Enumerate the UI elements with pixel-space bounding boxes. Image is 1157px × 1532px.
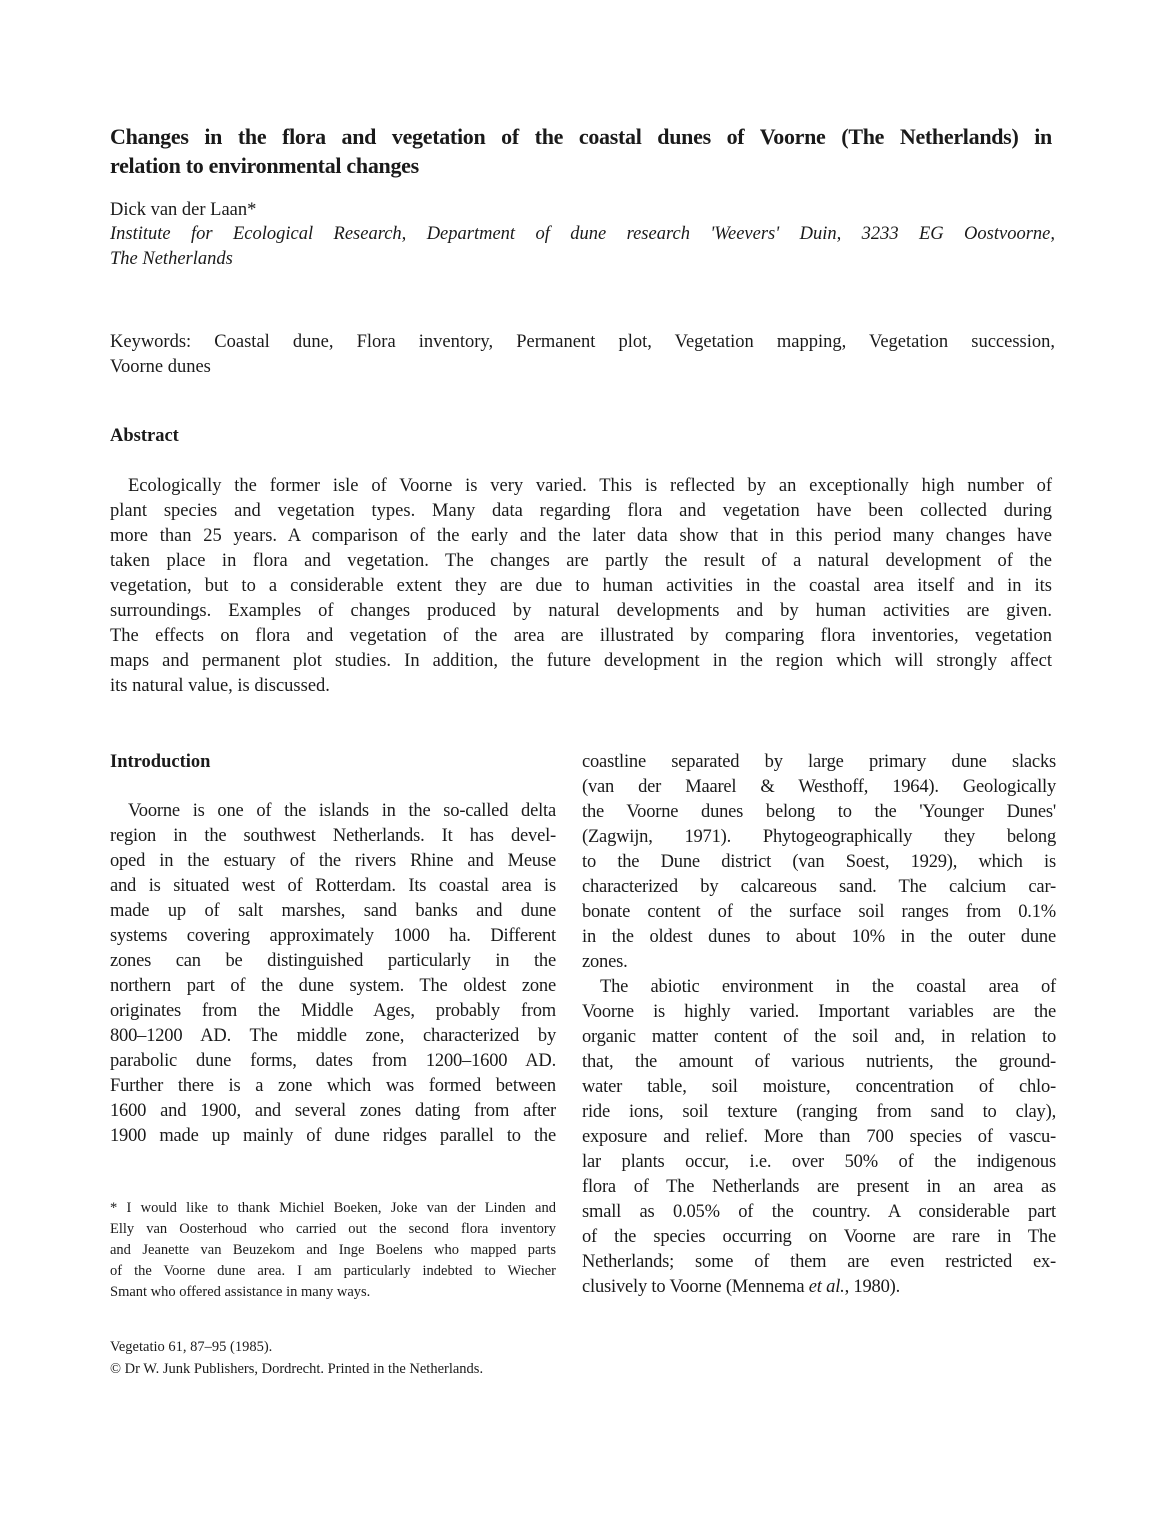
footnote-line: of the Voorne dune area. I am particularly indebted to Wiecher xyxy=(110,1263,556,1279)
intro-line: organic matter content of the soil and, in relation to xyxy=(582,1027,1056,1047)
intro-line: zones. xyxy=(582,952,628,972)
keywords-line: Voorne dunes xyxy=(110,357,211,377)
affiliation-line: Institute for Ecological Research, Department of dune research 'Weevers' Duin, 3233 EG Oostvoorne, xyxy=(110,224,1055,244)
intro-paragraph-2 xyxy=(582,975,1056,1275)
publication-footer xyxy=(110,1336,483,1380)
footnote-line: Elly van Oosterhoud who carried out the second flora inventory xyxy=(110,1221,556,1237)
intro-line: northern part of the dune system. The oldest zone xyxy=(110,976,556,996)
intro-line: zones can be distinguished particularly in the xyxy=(110,951,556,971)
intro-line: characterized by calcareous sand. The calcium car- xyxy=(582,877,1056,897)
footnote-line: Smant who offered assistance in many ways. xyxy=(110,1284,371,1300)
keywords-line: Keywords: Coastal dune, Flora inventory, Permanent plot, Vegetation mapping, Vegetation succession, xyxy=(110,332,1055,352)
abstract-heading: Abstract xyxy=(110,426,179,446)
abstract-line: taken place in flora and vegetation. The changes are partly the result of a natural development of the xyxy=(110,551,1052,571)
intro-line: parabolic dune forms, dates from 1200–1600 AD. xyxy=(110,1051,556,1071)
intro-line: 1600 and 1900, and several zones dating from after xyxy=(110,1101,556,1121)
intro-line: in the oldest dunes to about 10% in the outer dune xyxy=(582,927,1056,947)
intro-line: bonate content of the surface soil ranges from 0.1% xyxy=(582,902,1056,922)
author-affiliation xyxy=(110,222,1055,272)
intro-line: Netherlands; some of them are even restricted ex- xyxy=(582,1252,1056,1272)
title-line: relation to environmental changes xyxy=(110,153,419,178)
intro-line: made up of salt marshes, sand banks and dune xyxy=(110,901,556,921)
intro-line: Voorne is highly varied. Important variables are the xyxy=(582,1002,1056,1022)
abstract-line: plant species and vegetation types. Many data regarding flora and vegetation have been collected during xyxy=(110,501,1052,521)
intro-line: flora of The Netherlands are present in an area as xyxy=(582,1177,1056,1197)
intro-line: 800–1200 AD. The middle zone, characterized by xyxy=(110,1026,556,1046)
abstract-line: The effects on flora and vegetation of the area are illustrated by comparing flora inventories, vegetation xyxy=(110,626,1052,646)
intro-line: that, the amount of various nutrients, the ground- xyxy=(582,1052,1056,1072)
intro-line: ride ions, soil texture (ranging from sand to clay), xyxy=(582,1102,1056,1122)
introduction-left-column xyxy=(110,799,556,1149)
acknowledgement-footnote xyxy=(110,1198,556,1303)
intro-line: water table, soil moisture, concentration of chlo- xyxy=(582,1077,1056,1097)
paper-title xyxy=(110,122,1052,180)
intro-text: , 1980). xyxy=(844,1277,901,1297)
intro-line: (Zagwijn, 1971). Phytogeographically they belong xyxy=(582,827,1056,847)
intro-paragraph-1 xyxy=(582,750,1056,975)
footnote-line: * I would like to thank Michiel Boeken, Joke van der Linden and xyxy=(110,1200,556,1216)
footnote-line: and Jeanette van Beuzekom and Inge Boelens who mapped parts xyxy=(110,1242,556,1258)
intro-text: clusively to Voorne (Mennema xyxy=(582,1277,809,1297)
abstract-line: more than 25 years. A comparison of the early and the later data show that in this period many changes have xyxy=(110,526,1052,546)
copyright-notice: © Dr W. Junk Publishers, Dordrecht. Printed in the Netherlands. xyxy=(110,1361,484,1377)
abstract-line: maps and permanent plot studies. In addition, the future development in the region which will strongly affect xyxy=(110,651,1052,671)
title-line: Changes in the flora and vegetation of the coastal dunes of Voorne (The Netherlands) in xyxy=(110,124,1052,149)
intro-line: 1900 made up mainly of dune ridges parallel to the xyxy=(110,1126,556,1146)
intro-line xyxy=(582,1275,1056,1300)
intro-line: region in the southwest Netherlands. It has devel- xyxy=(110,826,556,846)
abstract-line: Ecologically the former isle of Voorne is very varied. This is reflected by an exceptionally high number of xyxy=(128,476,1052,496)
affiliation-line: The Netherlands xyxy=(110,249,233,269)
keywords xyxy=(110,330,1055,380)
introduction-right-column xyxy=(582,750,1056,1300)
author-name: Dick van der Laan* xyxy=(110,200,257,220)
intro-line: (van der Maarel & Westhoff, 1964). Geologically xyxy=(582,777,1056,797)
intro-line: The abiotic environment in the coastal area of xyxy=(600,977,1056,997)
abstract-line: its natural value, is discussed. xyxy=(110,676,330,696)
intro-line: and is situated west of Rotterdam. Its coastal area is xyxy=(110,876,556,896)
intro-line: systems covering approximately 1000 ha. Different xyxy=(110,926,556,946)
intro-line: to the Dune district (van Soest, 1929), which is xyxy=(582,852,1056,872)
intro-text-italic: et al. xyxy=(808,1277,845,1297)
intro-line: oped in the estuary of the rivers Rhine and Meuse xyxy=(110,851,556,871)
intro-line: the Voorne dunes belong to the 'Younger Dunes' xyxy=(582,802,1056,822)
intro-line: Voorne is one of the islands in the so-called delta xyxy=(128,801,556,821)
abstract-line: surroundings. Examples of changes produced by natural developments and by human activities are given. xyxy=(110,601,1052,621)
journal-citation: Vegetatio 61, 87–95 (1985). xyxy=(110,1339,273,1355)
intro-line: originates from the Middle Ages, probably from xyxy=(110,1001,556,1021)
intro-line: lar plants occur, i.e. over 50% of the indigenous xyxy=(582,1152,1056,1172)
introduction-heading: Introduction xyxy=(110,752,211,772)
intro-line: small as 0.05% of the country. A considerable part xyxy=(582,1202,1056,1222)
intro-line: of the species occurring on Voorne are rare in The xyxy=(582,1227,1056,1247)
abstract-body xyxy=(110,474,1052,699)
abstract-line: vegetation, but to a considerable extent they are due to human activities in the coastal area itself and in its xyxy=(110,576,1052,596)
intro-line: Further there is a zone which was formed between xyxy=(110,1076,556,1096)
intro-line: coastline separated by large primary dune slacks xyxy=(582,752,1056,772)
intro-line: exposure and relief. More than 700 species of vascu- xyxy=(582,1127,1056,1147)
